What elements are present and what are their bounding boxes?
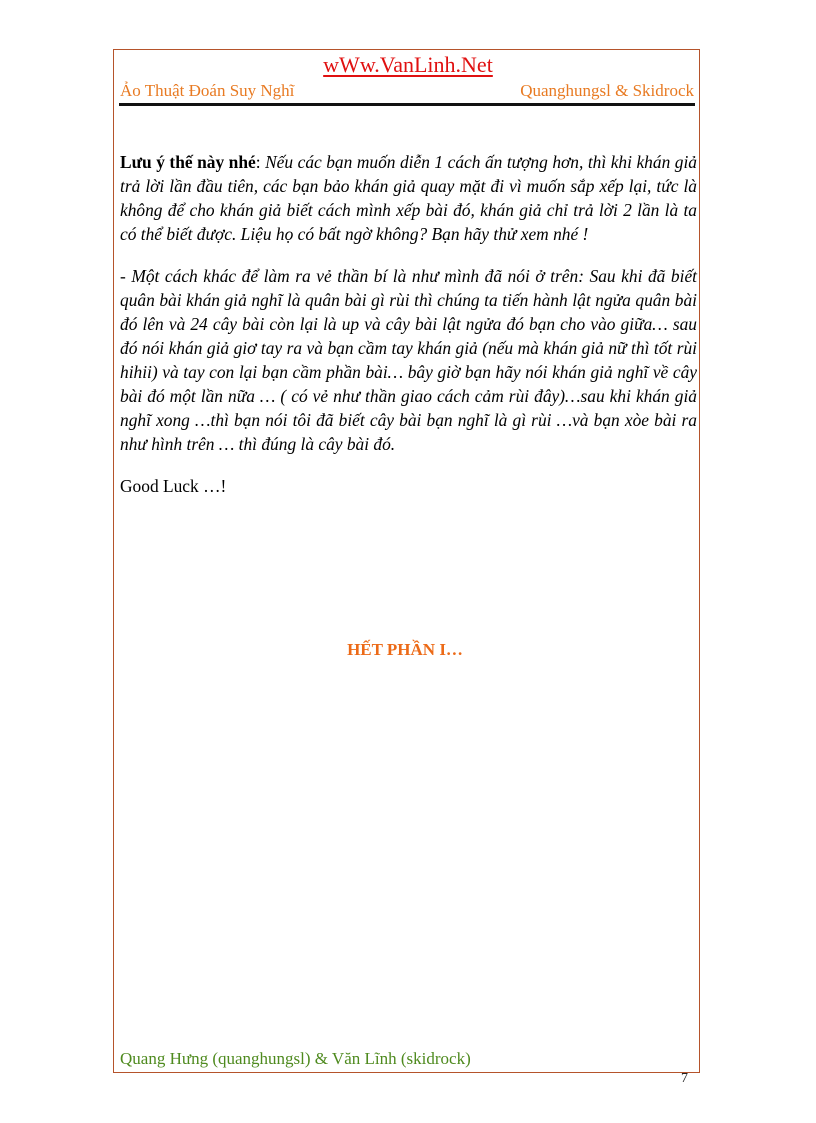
note-paragraph <box>120 150 697 246</box>
note-text: Nếu các bạn muốn diễn 1 cách ấn tượng hơn, thì khi khán giả trả lời lần đầu tiên, các bạn bảo khán giả quay mặt đi vì muốn sắp xếp lại, tức là không để cho khán giả biết cách mình xếp bài đó, khán giả chỉ trả lời 2 lần là ta có thể biết được. Liệu họ có bất ngờ không? Bạn hãy thử xem nhé ! <box>120 152 697 244</box>
site-link[interactable]: wWw.VanLinh.Net <box>323 52 493 77</box>
page-number: 7 <box>681 1071 688 1086</box>
document-title: Ảo Thuật Đoán Suy Nghĩ <box>120 81 295 100</box>
header-authors: Quanghungsl & Skidrock <box>520 81 694 100</box>
page-header <box>120 81 694 101</box>
header-divider <box>119 103 695 106</box>
note-colon: : <box>255 152 266 172</box>
note-label: Lưu ý thế này nhé <box>120 152 256 172</box>
section-end-heading: HẾT PHẦN I… <box>347 640 463 659</box>
closing-line: Good Luck …! <box>120 476 227 496</box>
footer-authors: Quang Hưng (quanghungsl) & Văn Lĩnh (skidrock) <box>120 1049 471 1068</box>
document-body <box>120 150 697 516</box>
method-paragraph: - Một cách khác để làm ra vẻ thần bí là như mình đã nói ở trên: Sau khi đã biết quân bài khán giả nghĩ là quân bài gì rùi thì chúng ta tiến hành lật ngửa quân bài đó lên và 24 cây bài còn lại là up và cây bài lật ngửa đó bạn cho vào giữa… sau đó nói khán giả giơ tay ra và bạn cầm tay khán giả (nếu mà khán giả nữ thì tốt rùi hihii) và tay con lại bạn cầm phần bài… bây giờ bạn hãy nói khán giả nghĩ về cây bài đó một lần nữa … ( có vẻ như thần giao cách cảm rùi đây)…sau khi khán giả nghĩ xong …thì bạn nói tôi đã biết cây bài bạn nghĩ là gì rùi …và bạn xòe bài ra như hình trên … thì đúng là cây bài đó. <box>120 266 697 454</box>
